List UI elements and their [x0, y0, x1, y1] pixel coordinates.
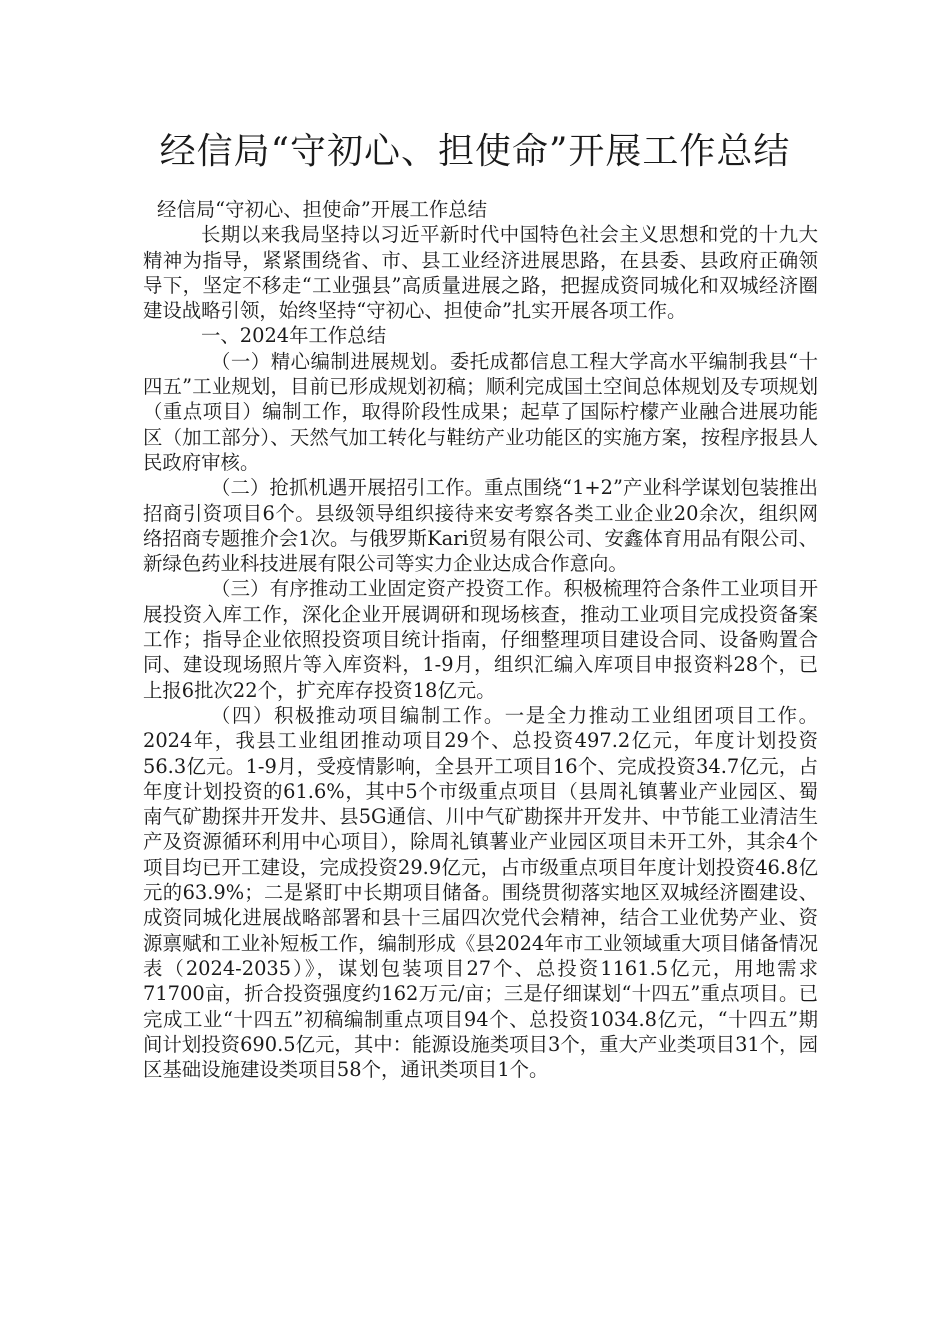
item-paragraph-4: （四）积极推动项目编制工作。一是全力推动工业组团项目工作。2024年，我县工业组团推动项目29个、总投资497.2亿元，年度计划投资56.3亿元。1-9月，受疫情影响，全县开工项目16个、完成投资34.7亿元，占年度计划投资的61.6%，其中5个市级重点项目（县周礼镇薯业产业园区、蜀南气矿勘探井开发井、县5G通信、川中气矿勘探井开发井、中节能工业清洁生产及资源循环利用中心项目），除周礼镇薯业产业园区项目未开工外，其余4个项目均已开工建设，完成投资29.9亿元，占市级重点项目年度计划投资46.8亿元的63.9%；二是紧盯中长期项目储备。围绕贯彻落实地区双城经济圈建设、成资同城化进展战略部署和县十三届四次党代会精神，结合工业优势产业、资源禀赋和工业补短板工作，编制形成《县2024年市工业领域重大项目储备情况表（2024-2035）》，谋划包装项目27个、总投资1161.5亿元，用地需求71700亩，折合投资强度约162万元/亩；三是仔细谋划“十四五”重点项目。已完成工业“十四五”初稿编制重点项目94个、总投资1034.8亿元，“十四五”期间计划投资690.5亿元，其中：能源设施类项目3个，重大产业类项目31个，园区基础设施建设类项目58个，通讯类项目1个。: [143, 703, 818, 1082]
document-subtitle: 经信局“守初心、担使命”开展工作总结: [157, 198, 488, 221]
document-title: 经信局“守初心、担使命”开展工作总结: [159, 131, 791, 172]
item-paragraph-2: （二）抢抓机遇开展招引工作。重点围绕“1+2”产业科学谋划包装推出招商引资项目6个。县级领导组织接待来安考察各类工业企业20余次，组织网络招商专题推介会1次。与俄罗斯Kari贸易有限公司、安鑫体育用品有限公司、新绿色药业科技进展有限公司等实力企业达成合作意向。: [143, 476, 818, 576]
section-heading-1: 一、2024年工作总结: [201, 324, 387, 348]
item-paragraph-1: （一）精心编制进展规划。委托成都信息工程大学高水平编制我县“十四五”工业规划，目前已形成规划初稿；顺利完成国土空间总体规划及专项规划（重点项目）编制工作，取得阶段性成果；起草了国际柠檬产业融合进展功能区（加工部分）、天然气加工转化与鞋纺产业功能区的实施方案，按程序报县人民政府审核。: [143, 349, 818, 474]
document-body: [143, 197, 818, 1082]
intro-paragraph: 长期以来我局坚持以习近平新时代中国特色社会主义思想和党的十九大精神为指导，紧紧围绕省、市、县工业经济进展思路，在县委、县政府正确领导下，坚定不移走“工业强县”高质量进展之路，把握成资同城化和双城经济圈建设战略引领，始终坚持“守初心、担使命”扎实开展各项工作。: [143, 223, 818, 323]
item-paragraph-3: （三）有序推动工业固定资产投资工作。积极梳理符合条件工业项目开展投资入库工作，深化企业开展调研和现场核查，推动工业项目完成投资备案工作；指导企业依照投资项目统计指南，仔细整理项目建设合同、设备购置合同、建设现场照片等入库资料，1-9月，组织汇编入库项目申报资料28个，已上报6批次22个，扩充库存投资18亿元。: [143, 577, 818, 702]
